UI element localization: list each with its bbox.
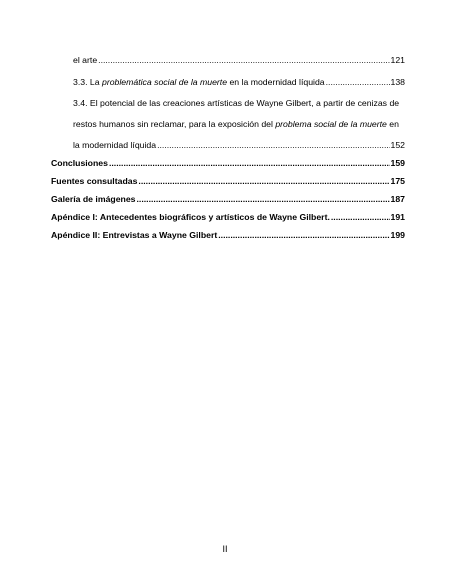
- toc-entry-page: 191: [390, 212, 405, 222]
- toc-entry-page: 159: [390, 158, 405, 168]
- toc-leader-dots: [157, 139, 389, 151]
- toc-entry-fuentes-consultadas: [51, 175, 405, 187]
- toc-entry-title: Conclusiones: [51, 158, 108, 168]
- toc-entry-title: la modernidad líquida: [73, 140, 157, 150]
- toc-entry-prefix: restos humanos sin reclamar, para la exposición del: [73, 119, 276, 129]
- toc-leader-dots: [137, 193, 390, 205]
- toc-entry-title: Fuentes consultadas: [51, 176, 138, 186]
- toc-leader-dots: [218, 229, 389, 241]
- toc-entry-suffix: en: [386, 119, 399, 129]
- toc-entry-el-arte: [73, 54, 405, 66]
- toc-entry-italic: problemática social de la muerte: [101, 77, 228, 87]
- toc-entry-apendice-i: [51, 211, 405, 223]
- toc-entry-conclusiones: [51, 157, 405, 169]
- toc-entry-title: el arte: [73, 55, 98, 65]
- toc-entry-title: [73, 76, 325, 88]
- toc-entry-prefix: 3.3. La: [73, 77, 102, 87]
- toc-entry-page: 138: [390, 77, 405, 87]
- toc-entry-3-4-line-1: 3.4. El potencial de las creaciones artísticas de Wayne Gilbert, a partir de cenizas de: [73, 98, 400, 108]
- toc-leader-dots: [98, 54, 389, 66]
- toc-entry-title: Apéndice II: Entrevistas a Wayne Gilbert: [51, 230, 218, 240]
- toc-entry-title: Apéndice I: Antecedentes biográficos y artísticos de Wayne Gilbert.: [51, 212, 330, 222]
- toc-leader-dots: [109, 157, 390, 169]
- toc-entry-title: Galería de imágenes: [51, 194, 136, 204]
- toc-entry-page: 187: [390, 194, 405, 204]
- toc-leader-dots: [326, 76, 390, 88]
- toc-entry-3-4-line-2: [73, 118, 399, 130]
- toc-entry-page: 121: [390, 55, 405, 65]
- toc-entry-galeria-de-imagenes: [51, 193, 405, 205]
- toc-entry-suffix: en la modernidad líquida: [227, 77, 325, 87]
- toc-entry-3-4-line-3: [73, 139, 405, 151]
- toc-entry-page: 175: [390, 176, 405, 186]
- toc-leader-dots: [331, 211, 390, 223]
- page-number: II: [222, 544, 228, 554]
- toc-entry-italic: problema social de la muerte: [275, 119, 387, 129]
- toc-entry-3-3: [73, 76, 405, 88]
- toc-entry-apendice-ii: [51, 229, 405, 241]
- toc-entry-page: 199: [390, 230, 405, 240]
- toc-leader-dots: [138, 175, 389, 187]
- toc-entry-page: 152: [390, 140, 405, 150]
